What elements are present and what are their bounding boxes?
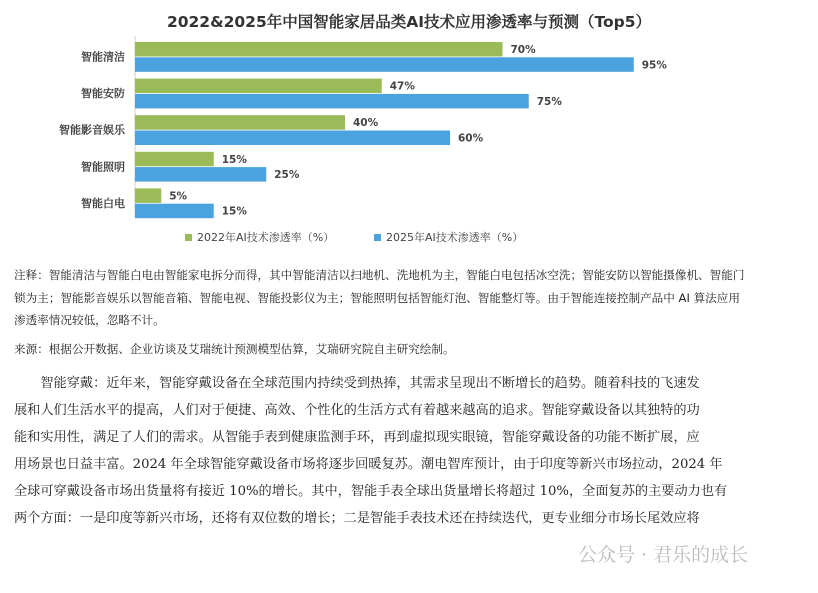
paragraph-line: 能和实用性，满足了人们的需求。从智能手表到健康监测手环，再到虚拟现实眼镜，智能穿戴设备的功能不断扩展，应 [14, 429, 700, 445]
bar [135, 152, 214, 167]
legend-swatch [374, 234, 381, 241]
bar [135, 42, 503, 57]
paragraph-line: 两个方面：一是印度等新兴市场，还将有双位数的增长；二是智能手表技术还在持续迭代，更专业细分市场长尾效应将 [14, 510, 700, 526]
data-label: 15% [221, 205, 247, 218]
bar [135, 204, 214, 219]
category-label: 智能白电 [81, 196, 125, 210]
data-label: 25% [274, 169, 300, 182]
note-line: 锁为主；智能影音娱乐以智能音箱、智能电视、智能投影仪为主；智能照明包括智能灯泡、智能整灯等。由于智能连接控制产品中 AI 算法应用 [14, 290, 740, 305]
data-label: 70% [510, 44, 536, 56]
category-label: 智能照明 [81, 160, 125, 174]
data-label: 75% [536, 95, 562, 108]
bar [135, 57, 634, 72]
category-label: 智能安防 [81, 87, 125, 101]
legend-swatch [185, 234, 192, 241]
data-label: 5% [169, 190, 188, 203]
chart-source: 来源：根据公开数据、企业访谈及艾瑞统计预测模型估算，艾瑞研究院自主研究绘制。 [14, 342, 455, 356]
bar [135, 79, 382, 94]
chart-title: 2022&2025年中国智能家居品类AI技术应用渗透率与预测（Top5） [166, 13, 652, 31]
paragraph-line: 用场景也日益丰富。2024 年全球智能穿戴设备市场将逐步回暖复苏。潮电智库预计，由于印度等新兴市场拉动，2024 年 [14, 456, 723, 472]
data-label: 40% [353, 117, 379, 130]
bar [135, 94, 529, 109]
paragraph-line: 全球可穿戴设备市场出货量将有接近 10%的增长。其中，智能手表全球出货量增长将超过 10%，全面复苏的主要动力也有 [14, 483, 728, 499]
watermark: 公众号 · 君乐的成长 [578, 544, 749, 566]
bar [135, 131, 450, 146]
paragraph-line: 智能穿戴：近年来，智能穿戴设备在全球范围内持续受到热捧，其需求呈现出不断增长的趋势。随着科技的飞速发 [14, 376, 700, 391]
legend-label: 2022年AI技术渗透率（%） [197, 231, 335, 244]
bar [135, 115, 345, 130]
data-label: 60% [458, 132, 484, 145]
bar [135, 167, 266, 182]
note-line: 渗透率情况较低，忽略不计。 [14, 313, 165, 327]
bar-chart [0, 0, 818, 258]
category-label: 智能影音娱乐 [59, 123, 125, 137]
data-label: 95% [641, 59, 667, 72]
data-label: 15% [221, 153, 247, 166]
chart-notes [14, 264, 806, 332]
paragraph-line: 展和人们生活水平的提高，人们对于便捷、高效、个性化的生活方式有着越来越高的追求。智能穿戴设备以其独特的功 [14, 402, 700, 418]
body-paragraph [14, 371, 806, 532]
category-label: 智能清洁 [81, 50, 125, 64]
bar [135, 188, 161, 203]
legend-label: 2025年AI技术渗透率（%） [386, 231, 524, 244]
note-line: 注释：智能清洁与智能白电由智能家电拆分而得，其中智能清洁以扫地机、洗地机为主，智能白电包括冰空洗；智能安防以智能摄像机、智能门 [14, 268, 745, 282]
data-label: 47% [389, 80, 415, 93]
